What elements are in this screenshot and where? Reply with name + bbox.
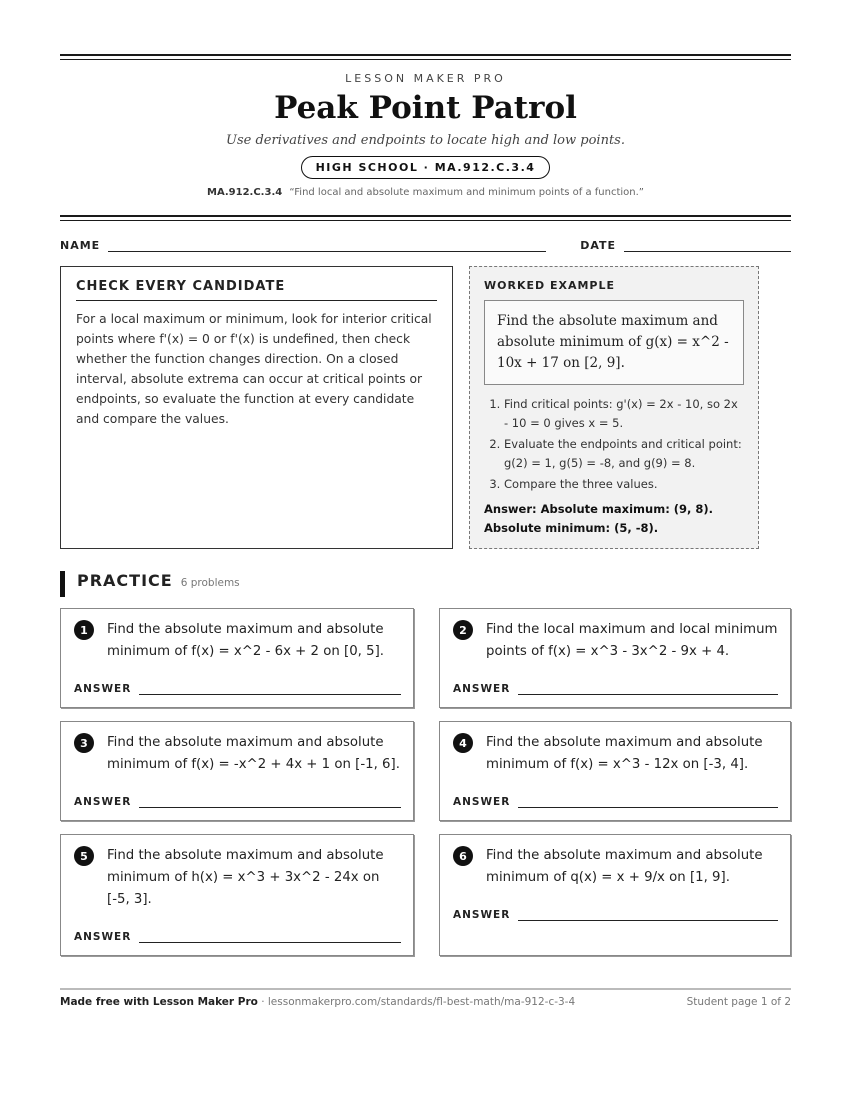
- footer-credit: [60, 996, 575, 1008]
- name-field[interactable]: [108, 239, 546, 252]
- worked-example-answer: [484, 500, 744, 538]
- check-card-title: CHECK EVERY CANDIDATE: [76, 279, 437, 301]
- problem-card-6: [439, 834, 791, 956]
- answer-label: ANSWER: [74, 683, 132, 695]
- page-footer: [60, 988, 791, 1008]
- worksheet-subtitle: Use derivatives and endpoints to locate high and low points.: [226, 133, 625, 148]
- problem-card-3: [60, 721, 414, 821]
- header-top-rule: [60, 54, 791, 60]
- problem-number-badge: 4: [453, 733, 473, 753]
- problem-text: Find the absolute maximum and absolute minimum of h(x) = x^3 + 3x^2 - 24x on [-5, 3].: [107, 848, 384, 907]
- worked-example-step: 2. Evaluate the endpoints and critical point: g(2) = 1, g(5) = -8, and g(9) = 8.: [504, 435, 744, 473]
- worksheet-title: Peak Point Patrol: [274, 90, 577, 126]
- answer-minimum: Absolute minimum: (5, -8).: [484, 521, 659, 535]
- practice-grid: [60, 608, 791, 956]
- standard-code: MA.912.C.3.4: [207, 187, 283, 198]
- problem-number-badge: 5: [74, 846, 94, 866]
- answer-label: ANSWER: [74, 796, 132, 808]
- standard-description: [60, 187, 791, 198]
- name-label: NAME: [60, 239, 101, 252]
- problem-text: Find the absolute maximum and absolute minimum of f(x) = x^2 - 6x + 2 on [0, 5].: [107, 622, 384, 659]
- problem-number-badge: 6: [453, 846, 473, 866]
- check-every-candidate-card: [60, 266, 453, 549]
- worked-example-steps: [484, 395, 744, 494]
- problem-number-badge: 1: [74, 620, 94, 640]
- worked-example-label: WORKED EXAMPLE: [484, 279, 615, 292]
- answer-field[interactable]: [518, 684, 778, 695]
- practice-title: PRACTICE: [77, 571, 173, 590]
- worked-example-card: [469, 266, 759, 549]
- intro-section: [60, 266, 791, 549]
- problem-number-badge: 2: [453, 620, 473, 640]
- problem-card-1: [60, 608, 414, 708]
- answer-field[interactable]: [139, 797, 401, 808]
- worksheet-page: [60, 54, 791, 956]
- answer-maximum: Answer: Absolute maximum: (9, 8).: [484, 502, 714, 516]
- worked-example-step: 1. Find critical points: g'(x) = 2x - 10, so 2x - 10 = 0 gives x = 5.: [504, 395, 744, 433]
- answer-field[interactable]: [139, 932, 401, 943]
- grade-standard-badge: HIGH SCHOOL · MA.912.C.3.4: [301, 156, 551, 179]
- answer-row: [453, 683, 778, 695]
- answer-row: [74, 683, 401, 695]
- answer-label: ANSWER: [453, 683, 511, 695]
- date-field[interactable]: [624, 239, 791, 252]
- brand-name: LESSON MAKER PRO: [345, 72, 506, 85]
- footer-made-with: Made free with Lesson Maker Pro: [60, 996, 258, 1008]
- name-date-row: [60, 239, 791, 252]
- problem-text: Find the absolute maximum and absolute minimum of f(x) = -x^2 + 4x + 1 on [-1, 6].: [107, 735, 400, 772]
- date-label: DATE: [580, 239, 616, 252]
- answer-label: ANSWER: [74, 931, 132, 943]
- footer-url[interactable]: · lessonmakerpro.com/standards/fl-best-math/ma-912-c-3-4: [257, 996, 576, 1008]
- problem-card-4: [439, 721, 791, 821]
- answer-row: [74, 931, 401, 943]
- practice-count: 6 problems: [180, 577, 240, 589]
- footer-page-number: Student page 1 of 2: [686, 996, 791, 1008]
- problem-card-5: [60, 834, 414, 956]
- header-bottom-rule: [60, 215, 791, 221]
- problem-text: Find the absolute maximum and absolute minimum of f(x) = x^3 - 12x on [-3, 4].: [486, 735, 763, 772]
- problem-text: Find the absolute maximum and absolute minimum of q(x) = x + 9/x on [1, 9].: [486, 848, 763, 885]
- answer-row: [453, 796, 778, 808]
- answer-row: [74, 796, 401, 808]
- problem-card-2: [439, 608, 791, 708]
- answer-field[interactable]: [518, 797, 778, 808]
- worked-example-step: 3. Compare the three values.: [504, 475, 744, 494]
- practice-heading: [60, 571, 791, 597]
- problem-number-badge: 3: [74, 733, 94, 753]
- standard-text: “Find local and absolute maximum and minimum points of a function.”: [289, 187, 644, 198]
- problem-text: Find the local maximum and local minimum points of f(x) = x^3 - 3x^2 - 9x + 4.: [486, 622, 778, 659]
- check-card-body: For a local maximum or minimum, look for interior critical points where f'(x) = 0 or f'(x) is undefined, then check whether the function changes direction. On a closed interval, absolute extrema can occur at critical points or endpoints, so evaluate the function at every candidate and compare the values.: [76, 312, 432, 426]
- answer-field[interactable]: [139, 684, 401, 695]
- answer-label: ANSWER: [453, 909, 511, 921]
- worked-example-problem: Find the absolute maximum and absolute minimum of g(x) = x^2 - 10x + 17 on [2, 9].: [484, 300, 744, 385]
- answer-row: [453, 909, 778, 921]
- answer-field[interactable]: [518, 910, 778, 921]
- answer-label: ANSWER: [453, 796, 511, 808]
